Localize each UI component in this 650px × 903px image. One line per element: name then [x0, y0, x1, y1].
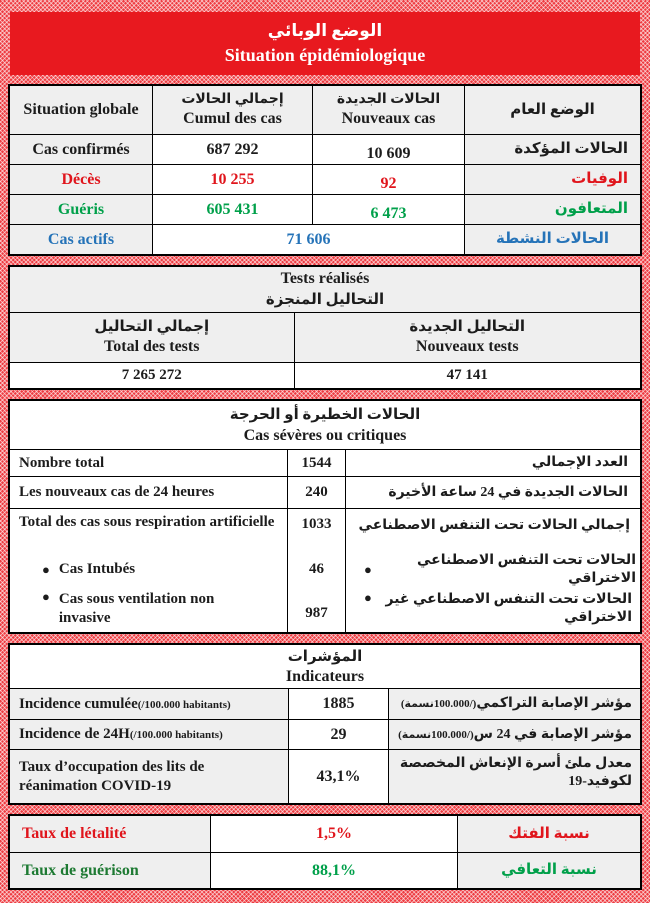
banner-title-french: Situation épidémiologique	[224, 45, 426, 66]
severe-total-label-arabic: العدد الإجمالي	[345, 450, 640, 476]
bullet-icon: ●	[42, 562, 50, 577]
respiration-labels-arabic: إجمالي الحالات تحت التنفس الاصطناعي ● الحالات تحت التنفس الاصطناعي الاختراقي ● الحالات تحت التنفس الاصطناعي غير الاختراقي	[345, 508, 640, 632]
deaths-cumul-value: 10 255	[152, 164, 312, 194]
indicators-table	[8, 643, 642, 805]
recovered-cumul-value: 605 431	[152, 194, 312, 224]
active-cases-label-arabic: الحالات النشطة	[464, 224, 640, 254]
icu-occupancy-value: 43,1%	[288, 749, 388, 803]
confirmed-new-value: 10 609	[312, 134, 464, 164]
active-cases-label: Cas actifs	[10, 224, 152, 254]
recovered-new-value: 6 473	[312, 194, 464, 224]
deaths-new-value: 92	[312, 164, 464, 194]
incidence-24h-value: 29	[288, 719, 388, 749]
severe-total-label: Nombre total	[19, 454, 105, 471]
cumul-column-header: إجمالي الحالات Cumul des cas	[152, 86, 312, 134]
severe-cases-table	[8, 399, 642, 634]
incidence-cumulative-value: 1885	[288, 689, 388, 719]
bullet-icon: ●	[364, 590, 372, 605]
deaths-label: Décès	[10, 164, 152, 194]
severe-new24h-label-arabic: الحالات الجديدة في 24 ساعة الأخيرة	[345, 476, 640, 508]
global-situation-table	[8, 84, 642, 256]
corner-header-arabic: الوضع العام	[464, 86, 640, 134]
respiration-values	[287, 508, 345, 632]
recovered-label-arabic: المتعافون	[464, 194, 640, 224]
incidence-cumulative-label-arabic: مؤشر الإصابة التراكمي(/100.000نسمة)	[388, 689, 640, 719]
severe-total-value: 1544	[287, 450, 345, 476]
recovery-rate-label: Taux de guérison	[10, 852, 210, 888]
tests-table-title: Tests réalisés التحاليل المنجزة	[10, 267, 640, 313]
total-tests-header: إجمالي التحاليل Total des tests	[10, 313, 294, 362]
fatality-rate-value: 1,5%	[210, 816, 457, 852]
icu-occupancy-label-arabic: معدل ملئ أسرة الإنعاش المخصصة لكوفيد-19	[388, 749, 640, 803]
total-tests-value: 7 265 272	[10, 362, 294, 388]
severe-cases-title: الحالات الخطيرة أو الحرجة Cas sévères ou critiques	[10, 401, 640, 450]
incidence-24h-label-arabic: مؤشر الإصابة في 24 س(/100.000نسمة)	[388, 719, 640, 749]
bullet-icon: ●	[42, 588, 50, 604]
non-invasive-value: 987	[305, 605, 328, 622]
incidence-24h-label: Incidence de 24H(/100.000 habitants)	[10, 719, 288, 749]
intubated-value: 46	[309, 561, 324, 578]
bullet-icon: ●	[364, 562, 372, 577]
active-cases-value: 71 606	[152, 224, 464, 254]
confirmed-cumul-value: 687 292	[152, 134, 312, 164]
respiration-labels-french: Total des cas sous respiration artificielle ● Cas Intubés ● Cas sous ventilation non invasive	[10, 508, 287, 632]
deaths-label-arabic: الوفيات	[464, 164, 640, 194]
respiration-total-value: 1033	[301, 516, 332, 532]
confirmed-label: Cas confirmés	[10, 134, 152, 164]
recovery-rate-label-arabic: نسبة التعافي	[457, 852, 640, 888]
recovered-label: Guéris	[10, 194, 152, 224]
new-tests-header: التحاليل الجديدة Nouveaux tests	[294, 313, 641, 362]
banner-title-arabic: الوضع الوبائي	[267, 20, 383, 40]
icu-occupancy-label: Taux d’occupation des lits de réanimation COVID-19	[10, 749, 288, 803]
fatality-rate-label-arabic: نسبة الفتك	[457, 816, 640, 852]
recovery-rate-value: 88,1%	[210, 852, 457, 888]
new-column-header: الحالات الجديدة Nouveaux cas	[312, 86, 464, 134]
indicators-title: المؤشرات Indicateurs	[10, 645, 640, 689]
banner	[10, 12, 640, 75]
tests-table	[8, 265, 642, 390]
severe-new24h-label: Les nouveaux cas de 24 heures	[10, 476, 287, 508]
incidence-cumulative-label: Incidence cumulée(/100.000 habitants)	[10, 689, 288, 719]
rates-table	[8, 814, 642, 890]
fatality-rate-label: Taux de létalité	[10, 816, 210, 852]
severe-new24h-value: 240	[287, 476, 345, 508]
confirmed-label-arabic: الحالات المؤكدة	[464, 134, 640, 164]
new-tests-value: 47 141	[294, 362, 641, 388]
corner-header-french: Situation globale	[10, 86, 152, 134]
